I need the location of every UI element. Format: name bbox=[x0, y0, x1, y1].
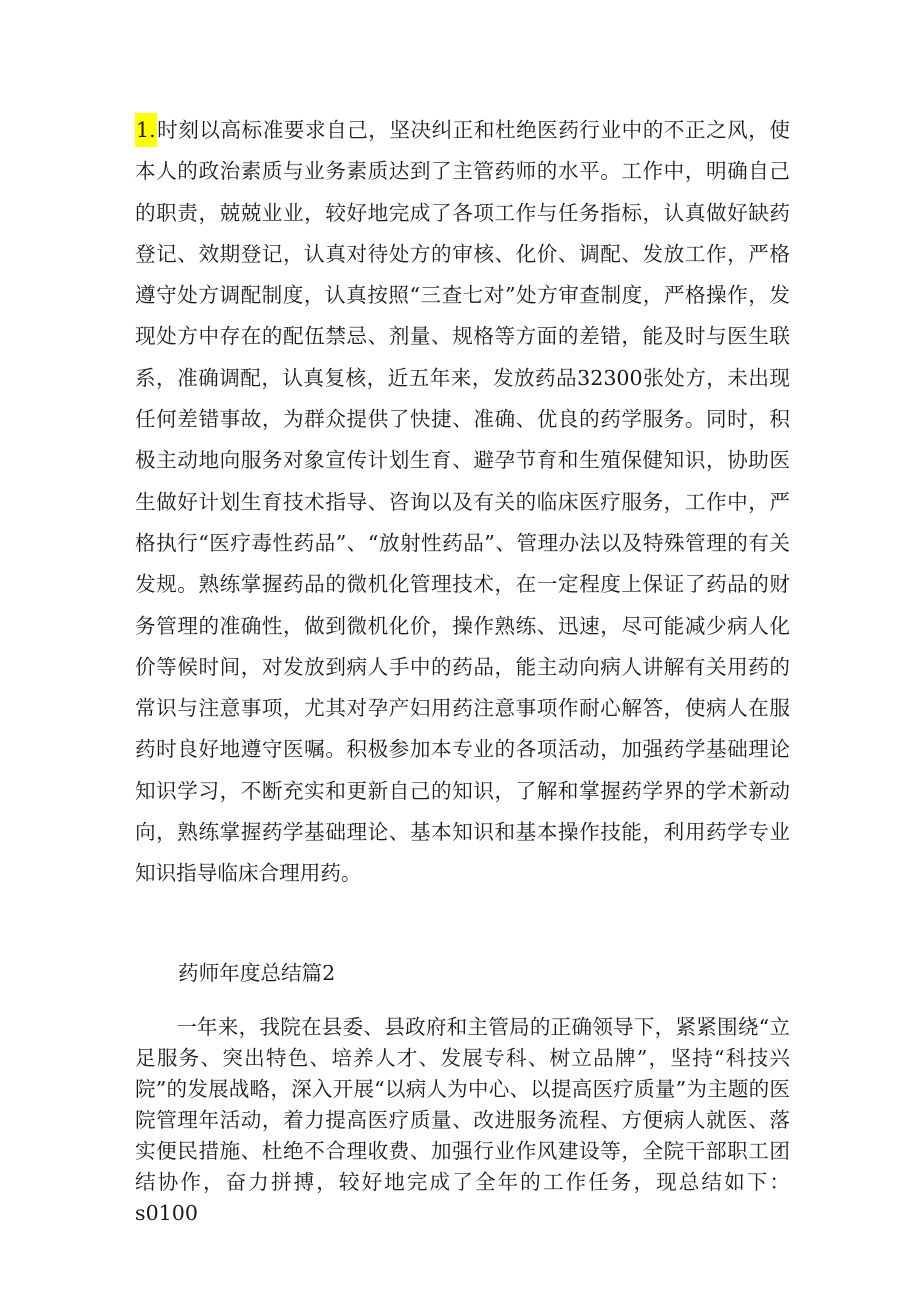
paragraph-1-text: 时刻以高标准要求自己，坚决纠正和杜绝医药行业中的不正之风，使本人的政治素质与业务素质达到了主管药师的水平。工作中，明确自己的职责，兢兢业业，较好地完成了各项工作与任务指标，认真做好缺药登记、效期登记，认真对待处方的审核、化价、调配、发放工作，严格遵守处方调配制度，认真按照“三查七对”处方审查制度，严格操作，发现处方中存在的配伍禁忌、剂量、规格等方面的差错，能及时与医生联系，准确调配，认真复核，近五年来，发放药品32300张处方，未出现任何差错事故，为群众提供了快捷、准确、优良的药学服务。同时，积极主动地向服务对象宣传计划生育、避孕节育和生殖保健知识，协助医生做好计划生育技术指导、咨询以及有关的临床医疗服务，工作中，严格执行“医疗毒性药品”、“放射性药品”、管理办法以及特殊管理的有关发规。熟练掌握药品的微机化管理技术，在一定程度上保证了药品的财务管理的准确性，做到微机化价，操作熟练、迅速，尽可能减少病人化价等候时间，对发放到病人手中的药品，能主动向病人讲解有关用药的常识与注意事项，尤其对孕产妇用药注意事项作耐心解答，使病人在服药时良好地遵守医嘱。积极参加本专业的各项活动，加强药学基础理论知识学习，不断充实和更新自己的知识，了解和掌握药学界的学术新动向，熟练掌握药学基础理论、基本知识和基本操作技能，利用药学专业知识指导临床合理用药。 bbox=[135, 118, 790, 886]
section-heading-2: 药师年度总结篇2 bbox=[178, 961, 336, 985]
body-paragraph-2: 一年来，我院在县委、县政府和主管局的正确领导下，紧紧围绕“立足服务、突出特色、培养人才、发展专科、树立品牌”，坚持“科技兴院”的发展战略，深入开展“以病人为中心、以提高医疗质量”为主题的医院管理年活动，着力提高医疗质量、改进服务流程、方便病人就医、落实便民措施、杜绝不合理收费、加强行业作风建设等，全院干部职工团结协作，奋力拼搏，较好地完成了全年的工作任务，现总结如下：s0100 bbox=[135, 1015, 790, 1225]
highlighted-item-number: 1. bbox=[135, 113, 157, 147]
body-paragraph-1 bbox=[135, 110, 790, 895]
